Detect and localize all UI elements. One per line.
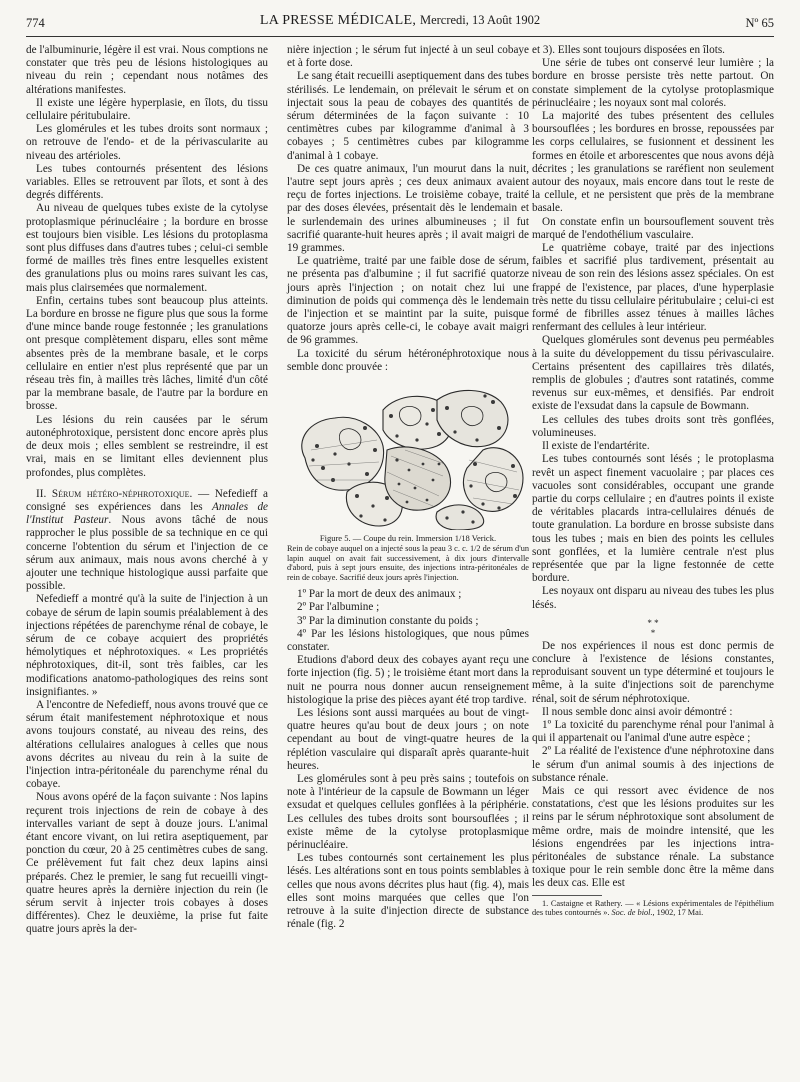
- page-number: 774: [26, 16, 45, 30]
- list-item: 1º La toxicité du parenchyme rénal pour l'animal à qui il appartenait ou l'animal d'une autre espèce ;: [532, 718, 774, 745]
- paragraph: La toxicité du sérum hétéronéphrotoxique nous semble donc prouvée :: [287, 347, 529, 373]
- paragraph: Nefedieff a montré qu'à la suite de l'injection à un cobaye de sérum de lapin soumis préalablement à des injections répétées de parenchyme rénal de cobaye, le sérum de ce cobaye acquiert des propriétés hémolytiques et néphrotoxiques. « Les propriétés néphrotoxiques, dit-il, sont très faibles, car les modifications anatomo-pathologiques des reins sont insignifiantes. »: [26, 593, 268, 698]
- kidney-section-illustration: [287, 380, 529, 530]
- footnote-rule: [532, 895, 602, 896]
- paragraph: Les cellules des tubes droits sont très gonflées, volumineuses.: [532, 413, 774, 439]
- paragraph: Les lésions du rein causées par le sérum autonéphrotoxique, persistent donc encore après plus de deux mois ; elles semblent se restreindre, il est vrai, mais en se limitant elles deviennent plus profondes, plus complètes.: [26, 413, 268, 479]
- paragraph: Le quatrième, traité par une faible dose de sérum, ne présenta pas d'albumine ; il fut sacrifié quatorze jours après l'injection ; on notait chez lui une diminution de poids qui commença dès le lendemain de l'injection et se maintint par la suite, puisque quatorze jours après celle-ci, le cobaye avait maigri de 96 grammes.: [287, 255, 529, 347]
- paragraph: de l'albuminurie, légère il est vrai. Nous comptions ne constater que très peu de lésions histologiques au niveau du rein ; cependant nous notâmes des altérations manifestes.: [26, 44, 268, 96]
- paragraph: Mais ce qui ressort avec évidence de nos constatations, c'est que les lésions produites sur les reins par le sérum néphrotoxique sont absolument de même ordre, mais de moindre intensité, que les lésions engendrées par les injections intra-péritonéales de substance rénale. La substance toxique pour le rein semble donc être la même dans les deux cas. Elle est: [532, 784, 774, 890]
- paragraph: De nos expériences il nous est donc permis de conclure à l'existence de lésions constantes, reproduisant souvent un type déterminé et toujours le même, à la suite d'injections soit de parenchyme rénal, soit de sérum néphrotoxique.: [532, 639, 774, 705]
- list-item: 3º Par la diminution constante du poids ;: [297, 614, 479, 627]
- paragraph: Les tubes contournés sont certainement les plus lésés. Les altérations sont en tous points semblables à celles que nous avons décrites plus haut (fig. 4), mais elles sont moins marquées que celles que l'on retrouve à la suite d'injection directe de substance rénale (fig. 2: [287, 852, 529, 931]
- paragraph: nière injection ; le sérum fut injecté à un seul cobaye et à forte dose.: [287, 44, 529, 70]
- paragraph: De ces quatre animaux, l'un mourut dans la nuit, l'autre sept jours après ; ces deux animaux avaient reçu de fortes injections. Le troisième cobaye, traité par des doses élevées, présentait dès le lendemain et le surlendemain des urines albumineuses ; il fut sacrifié quarante-huit heures après ; il avait maigri de 19 grammes.: [287, 162, 529, 255]
- section-separator-asterism: * * *: [647, 617, 659, 638]
- paragraph: A l'encontre de Nefedieff, nous avons trouvé que ce sérum était manifestement néphrotoxique et nous avons toujours constaté, au niveau des reins, des altérations cellulaires analogues à celles que nous avons décrites au niveau du rein à la suite de l'injection intra-péritonéale du parenchyme rénal du cobaye.: [26, 698, 268, 791]
- header-rule: [26, 36, 774, 37]
- column-1: [26, 44, 268, 937]
- column-3: [532, 44, 774, 918]
- paragraph: On constate enfin un boursouflement souvent très marqué de l'endothélium vasculaire.: [532, 215, 774, 241]
- paragraph: Au niveau de quelques tubes existe de la cytolyse protoplasmique périnucléaire ; la bordure en brosse est toujours bien visible. Les lésions du protoplasma sont plus diffuses dans d'autres tubes ; celui-ci semble formé de mailles très fines entre lesquelles existent des granulations plus ou moins rares suivant les cas, mais plus clairsemées que normalement.: [26, 202, 268, 294]
- paragraph: Les glomérules sont à peu près sains ; toutefois on note à l'intérieur de la capsule de Bowmann un léger exsudat et quelques cellules gonflées à la périphérie. Les cellules des tubes droits sont boursouflées ; il existe même de la cytolyse protoplasmique périnucléaire.: [287, 772, 529, 851]
- paragraph: Etudions d'abord deux des cobayes ayant reçu une forte injection (fig. 5) ; le troisième étant mort dans la nuit ne pourra nous donner aucun renseignement histologique la prise des pièces ayant été trop tardive.: [287, 654, 529, 706]
- footnote-source: Soc. de biol.: [611, 908, 653, 918]
- paragraph: Le sang était recueilli aseptiquement dans des tubes stérilisés. Le lendemain, on prélevait le sérum et on injectait sous la peau de cobayes des quantités de sérum déterminées de la façon suivante : 10 centimètres cubes par kilogramme d'animal à 3 cobayes ; 5 centimètres cubes par kilogramme d'animal à 1 cobaye.: [287, 70, 529, 162]
- paragraph: Il existe de l'endartérite.: [542, 440, 650, 453]
- issue-number: Nº 65: [745, 16, 774, 30]
- section-heading: II. Sérum hétéro-néphrotoxique. — Nefedieff a consigné ses expériences dans les Annales de l'Institut Pasteur. Nous avons tâché de nous rapprocher le plus possible de sa technique en ce qui concerne l'obtention du sérum et l'injection de ce sérum aux animaux, mais nous avons cherché à y ajouter une technique histologique aussi parfaite que possible.: [26, 487, 269, 593]
- paragraph: Nous avons opéré de la façon suivante : Nos lapins reçurent trois injections de rein de cobaye à des intervalles variant de sept à douze jours. L'animal étant encore vivant, on lui retira aseptiquement, par ponction du cœur, 20 à 25 centimètres cubes de sang. Ce prélèvement fut fait chez deux lapins ainsi préparés. Chez le premier, le sang fut recueilli vingt-quatre heures après la dernière injection du rein (le sérum servit à injecter trois cobayes à doses différentes). Chez le deuxième, la prise fut faite quatre jours après la der-: [26, 791, 268, 936]
- paragraph: La majorité des tubes présentent des cellules boursouflées ; les bordures en brosse, repoussées par les corps cellulaires, se fusionnent et dessinent les formes en étoile et arborescentes que nous avons déjà décrites ; les granulations se raréfient non seulement autour des noyaux, mais encore dans tout le reste de la cellule, et ne persistent que près de la membrane basale.: [532, 110, 774, 215]
- paragraph: Les noyaux ont disparu au niveau des tubes les plus lésés.: [532, 585, 774, 611]
- figure-caption: [287, 534, 529, 582]
- figure-title: Figure 5. — Coupe du rein. Immersion 1/18 Verick.: [319, 533, 497, 544]
- journal-reference: Annales de l'Institut Pasteur: [26, 500, 269, 527]
- paragraph: Les lésions sont aussi marquées au bout de vingt-quatre heures qu'au bout de deux jours ; on note cependant au bout de vingt-quatre heures de la réplétion vasculaire qui disparaît après quarante-huit heures.: [287, 706, 529, 772]
- list-item: 2º La réalité de l'existence d'une néphrotoxine dans le sérum d'un animal soumis à des injections de substance rénale.: [532, 745, 774, 784]
- paragraph: Les glomérules et les tubes droits sont normaux ; on retrouve de l'endo- et de la périvascularite au niveau des artérioles.: [26, 123, 268, 162]
- paragraph: Il existe une légère hyperplasie, en îlots, du tissu cellulaire péritubulaire.: [26, 96, 268, 123]
- paragraph: Les tubes contournés présentent des lésions variables. Elles se retrouvent par îlots, et sont à des degrés différents.: [26, 162, 268, 202]
- figure-5: [287, 380, 529, 582]
- footnote: 1. Castaigne et Rathery. — « Lésions expérimentales de l'épithélium des tubes contournés ». Soc. de biol., 1902, 17 Mai.: [532, 898, 774, 918]
- journal-title: [26, 13, 774, 29]
- paragraph: Enfin, certains tubes sont beaucoup plus atteints. La bordure en brosse ne figure plus que sous la forme d'une mince bande rouge festonnée ; les granulations ont presque complètement disparu, elles sont même absentes près de la membrane basale, et le corps cellulaire en entier n'est plus représenté que par un réseau très fin, à mailles très lâches, limité d'un côté par la membrane basale, de l'autre par la bordure en brosse.: [26, 294, 268, 413]
- issue-date: Mercredi, 13 Août 1902: [419, 13, 541, 27]
- paragraph: Quelques glomérules sont devenus peu perméables à la suite du développement du tissu périvasculaire. Certains présentent des capillaires très dilatés, remplis de globules ; d'autres sont ratatinés, comme revenus sur eux-mêmes, et densifiés. Par endroit existe de l'exsudat dans la capsule de Bowmann.: [532, 334, 774, 413]
- column-2: [287, 44, 529, 931]
- journal-name: LA PRESSE MÉDICALE,: [259, 13, 417, 28]
- page-header: [26, 12, 774, 34]
- paragraph: Il nous semble donc ainsi avoir démontré :: [542, 705, 733, 718]
- paragraph: Le quatrième cobaye, traité par des injections faibles et sacrifié plus tardivement, présentait au niveau de son rein des lésions assez spéciales. On est frappé de l'existence, par places, d'une hyperplasie très nette du tissu cellulaire péritubulaire ; celui-ci est formé de fibrilles assez ténues à mailles lâches renfermant des cellules à leur intérieur.: [532, 242, 774, 334]
- paragraph: et 3). Elles sont toujours disposées en îlots.: [532, 44, 725, 56]
- list-item: 4º Par les lésions histologiques, que nous pûmes constater.: [287, 627, 529, 653]
- paragraph: Les tubes contournés sont lésés ; le protoplasma revêt un aspect finement vacuolaire ; par places ces vacuoles sont considérables, occupant une grande partie du corps cellulaire ; en d'autres points il existe de véritables placards intra-cellulaires dénués de toute granulation. La bordure en brosse subsiste dans tous les tubes ; mais en bien des points les cellules sont gonflées, et la lumière centrale n'est plus représentée que par la ligne festonnée de cette bordure.: [532, 453, 774, 585]
- list-item: 1º Par la mort de deux des animaux ;: [297, 588, 462, 601]
- list-item: 2º Par l'albumine ;: [297, 601, 380, 614]
- paragraph: Une série de tubes ont conservé leur lumière ; la bordure en brosse persiste très nette partout. On constate simplement de la cytolyse protoplasmique périnucléaire ; les noyaux sont mal colorés.: [532, 57, 774, 109]
- figure-description: Rein de cobaye auquel on a injecté sous la peau 3 c. c. 1/2 de sérum d'un lapin auquel on avait fait successivement, à dix jours d'intervalle d'abord, puis à sept jours ensuite, des injections intra-péritonéales de rein de cobaye. Sacrifié deux jours après l'injection.: [287, 544, 529, 582]
